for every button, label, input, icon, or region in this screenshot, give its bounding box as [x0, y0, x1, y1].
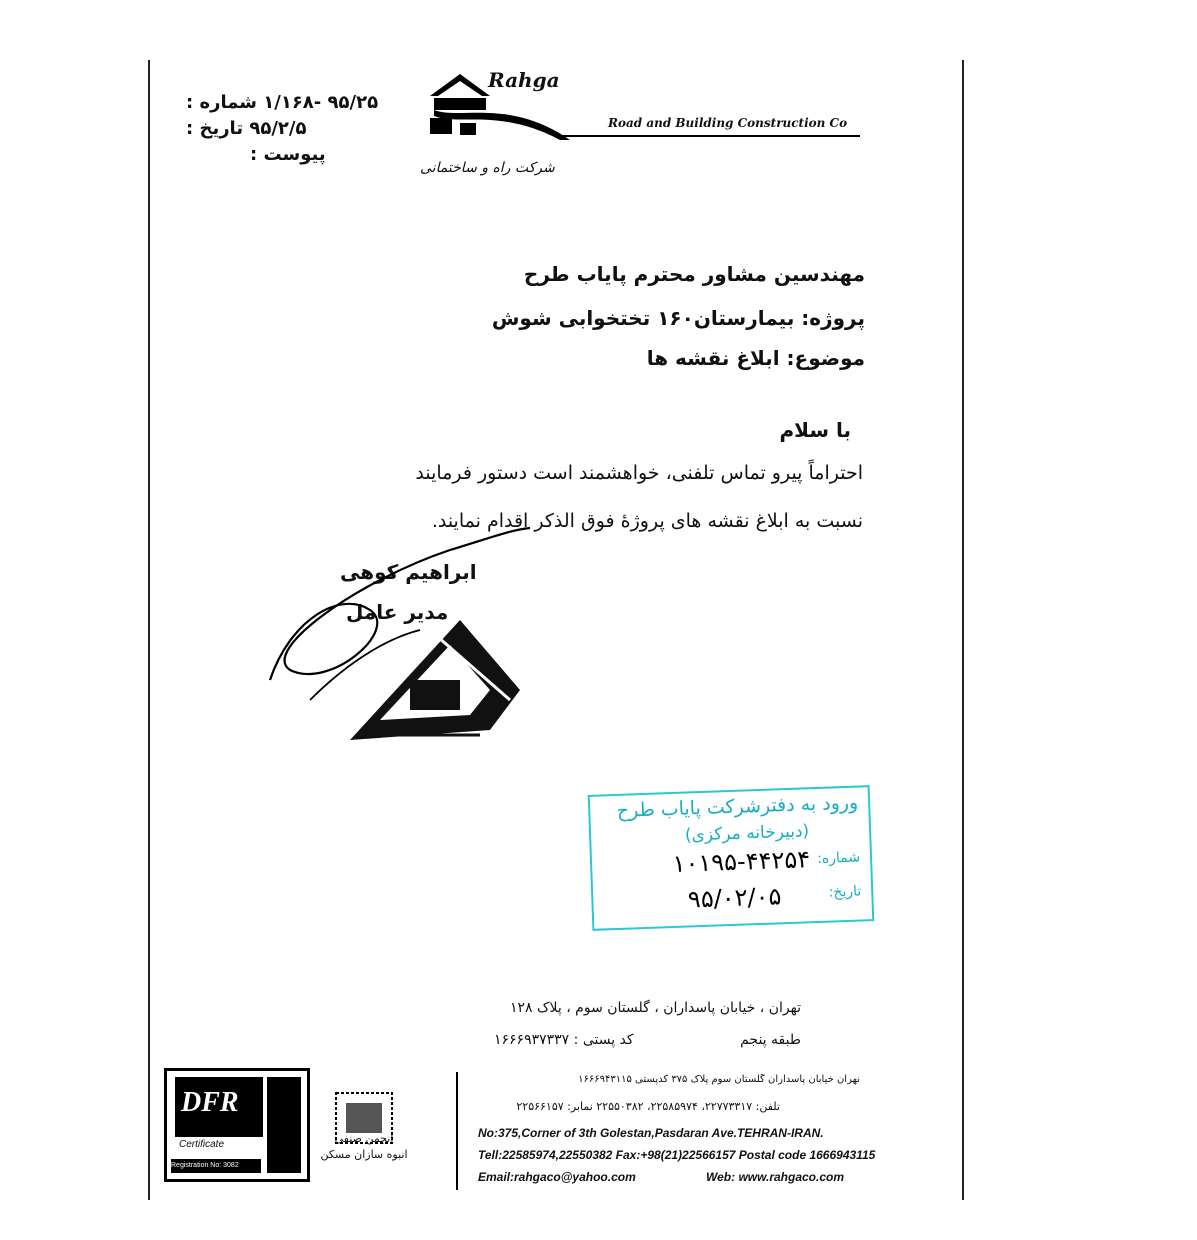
association-name-line2: انبوه سازان مسکن — [320, 1148, 408, 1161]
dfr-certificate-label: Certificate — [179, 1139, 225, 1150]
subject-line: موضوع: ابلاغ نقشه ها — [646, 346, 865, 370]
receipt-stamp — [588, 785, 875, 931]
footer-address-fa: تهران ، خیابان پاسداران ، گلستان سوم ، پلاک ۱۲۸ — [509, 1000, 801, 1016]
stamp-subtitle: (دبیرخانه مرکزی) — [684, 821, 810, 846]
salutation: با سلام — [779, 418, 851, 442]
header-rule — [560, 135, 860, 137]
letter-number: شماره : ۹۵/۲۵ -۱/۱۶۸ — [186, 92, 379, 113]
dfr-registration: Registration No: 3082 — [171, 1159, 261, 1173]
stamp-date-label: تاریخ: — [828, 883, 862, 901]
stamp-date-value: ۹۵/۰۲/۰۵ — [687, 882, 782, 914]
letter-date: تاریخ : ۹۵/۲/۵ — [186, 118, 307, 139]
dfr-logo-text: DFR — [181, 1087, 239, 1118]
company-name-en: Road and Building Construction Co — [608, 116, 848, 130]
company-seal-icon — [340, 610, 530, 750]
page-right-edge — [962, 60, 964, 1200]
company-name-fa: شرکت راه و ساختمانی — [420, 160, 555, 176]
association-name-line1: انجمن صنفی — [334, 1132, 394, 1145]
letter-attachment: پیوست : — [250, 144, 326, 165]
footer-website: Web: www.rahgaco.com — [706, 1170, 845, 1184]
footer-address-en: No:375,Corner of 3th Golestan,Pasdaran Ave.TEHRAN-IRAN. — [478, 1126, 824, 1140]
stamp-number-label: شماره: — [816, 849, 861, 867]
footer-strip-fa-2: تلفن: ۲۲۷۷۳۳۱۷، ۲۲۵۸۵۹۷۴، ۲۲۵۵۰۳۸۲ نمابر: ۲۲۵۶۶۱۵۷ — [516, 1100, 780, 1113]
stamp-number-value: ۱۰۱۹۵-۴۴۲۵۴ — [672, 845, 811, 879]
signatory-name: ابراهیم کوهی — [340, 560, 477, 584]
footer-postal-fa: کد پستی : ۱۶۶۶۹۳۷۳۳۷ — [494, 1032, 634, 1048]
footer-contact-en: Tell:22585974,22550382 Fax:+98(21)22566157 Postal code 1666943115 — [478, 1148, 876, 1162]
recipient-line: مهندسین مشاور محترم پایاب طرح — [523, 262, 865, 286]
footer-floor-fa: طبقه پنجم — [740, 1032, 801, 1048]
footer-divider — [456, 1072, 458, 1190]
page-left-edge — [148, 60, 150, 1200]
brand-name: Rahga — [488, 68, 560, 92]
body-line-1: احتراماً پیرو تماس تلفنی، خواهشمند است دستور فرمایند — [415, 462, 863, 484]
dfr-certification-badge — [164, 1068, 310, 1182]
signatory-title: مدیر عامل — [346, 600, 449, 624]
stamp-title: ورود به دفترشرکت پایاب طرح — [616, 791, 859, 822]
body-line-2: نسبت به ابلاغ نقشه های پروژهٔ فوق الذکر اقدام نمایند. — [431, 510, 863, 532]
footer-email: Email:rahgaco@yahoo.com — [478, 1170, 636, 1184]
project-line: پروژه: بیمارستان۱۶۰ تختخوابی شوش — [491, 306, 865, 330]
dfr-side-mark — [267, 1077, 301, 1173]
footer-strip-fa-1: نهران خیابان پاسداران گلستان سوم پلاک ۳۷۵ کدپستی ۱۶۶۶۹۴۳۱۱۵ — [578, 1074, 860, 1085]
